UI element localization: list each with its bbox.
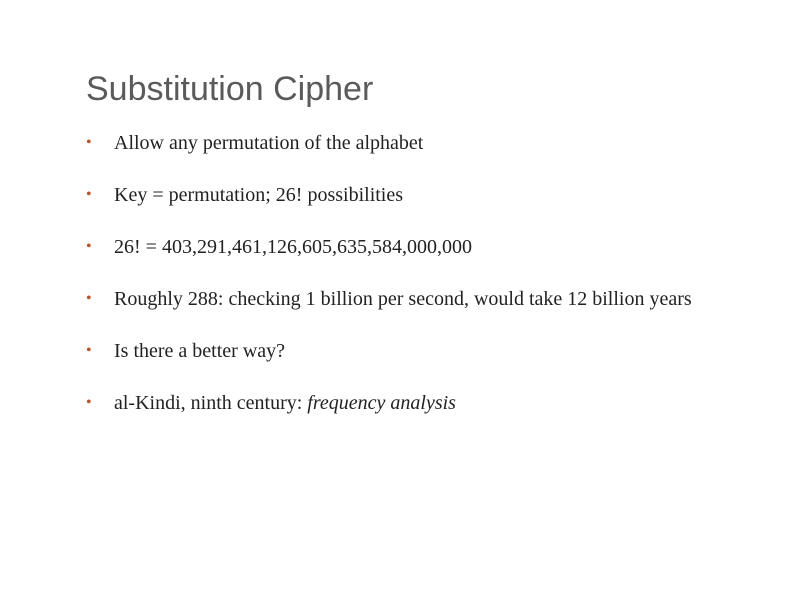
bullet-list [86, 128, 766, 440]
bullet-item [86, 128, 766, 158]
bullet-icon: • [86, 186, 92, 203]
slide-title: Substitution Cipher [86, 70, 374, 108]
bullet-item [86, 388, 766, 418]
bullet-item [86, 232, 766, 262]
bullet-icon: • [86, 342, 92, 359]
bullet-text: Allow any permutation of the alphabet [114, 132, 424, 154]
bullet-icon: • [86, 134, 92, 151]
bullet-item [86, 180, 766, 210]
bullet-text: Is there a better way? [114, 340, 286, 362]
bullet-text: Roughly 288: checking 1 billion per second, would take 12 billion years [114, 288, 692, 310]
bullet-icon: • [86, 290, 92, 307]
bullet-text: Key = permutation; 26! possibilities [114, 184, 404, 206]
bullet-text-prefix: al-Kindi, ninth century: [114, 392, 308, 414]
bullet-text-emphasis: frequency analysis [307, 392, 456, 414]
bullet-item [86, 336, 766, 366]
bullet-item [86, 284, 766, 314]
bullet-icon: • [86, 238, 92, 255]
bullet-text: 26! = 403,291,461,126,605,635,584,000,000 [114, 236, 472, 258]
bullet-icon: • [86, 394, 92, 411]
